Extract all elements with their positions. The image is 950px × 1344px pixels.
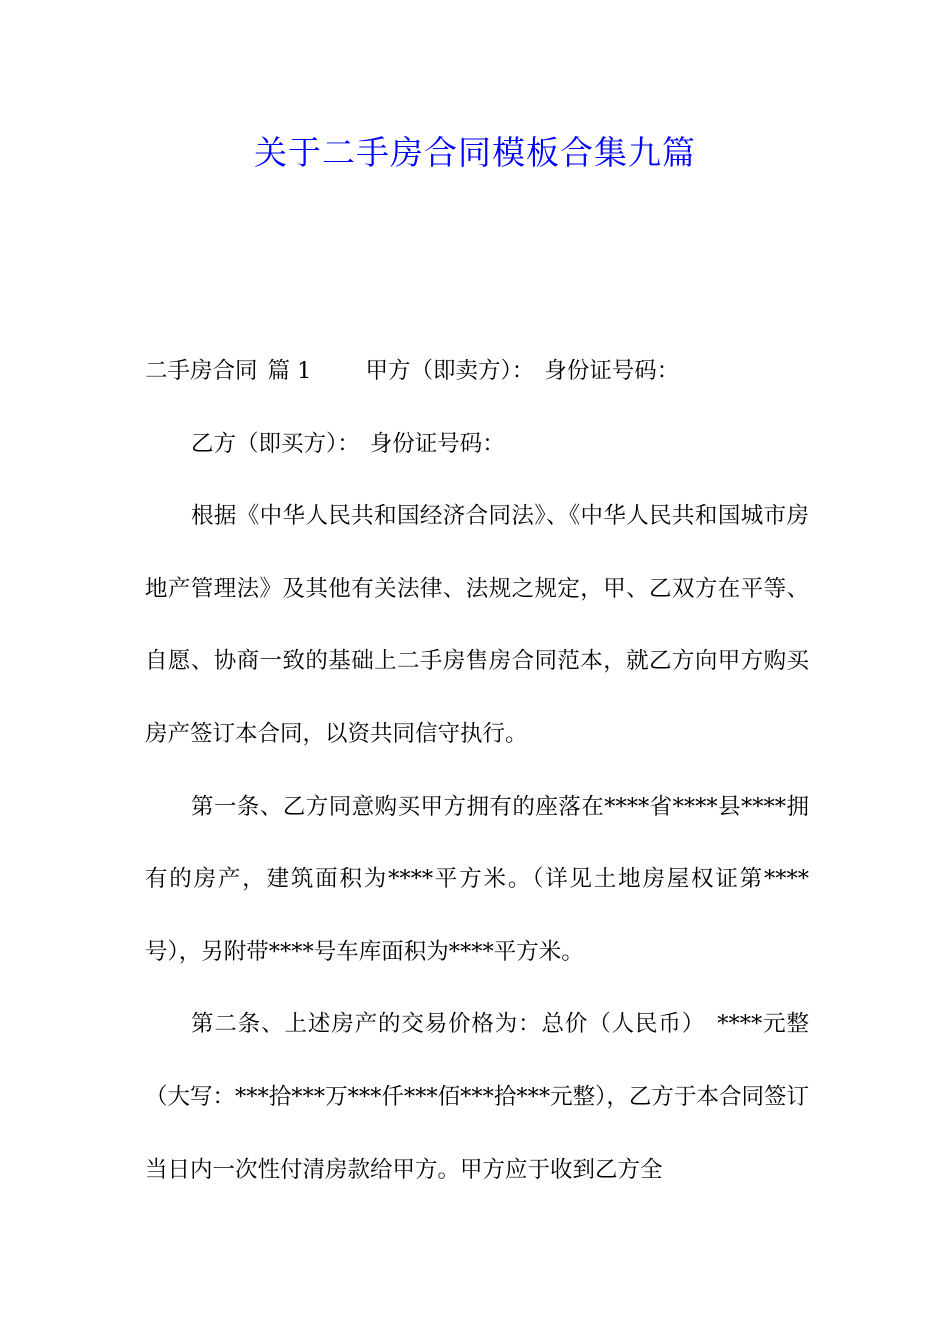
- document-body: [145, 335, 809, 1206]
- party-a-label: 甲方（即卖方）：: [365, 358, 535, 384]
- document-title: 关于二手房合同模板合集九篇: [254, 133, 696, 172]
- paragraph-article-2: 第二条、上述房产的交易价格为：总价（人民币） ****元整（大写：***拾***万***仟***佰***拾***元整），乙方于本合同签订当日内一次性付清房款给甲方。甲方应于收到乙方全: [145, 1011, 809, 1183]
- section-label: 二手房合同: [145, 358, 258, 384]
- party-a-id-label: 身份证号码：: [544, 358, 680, 384]
- paragraph-preamble: 根据《中华人民共和国经济合同法》、《中华人民共和国城市房地产管理法》及其他有关法律、法规之规定，甲、乙双方在平等、自愿、协商一致的基础上二手房售房合同范本，就乙方向甲方购买房产签订本合同，以资共同信守执行。: [145, 503, 809, 747]
- party-b-id-label: 身份证号码：: [369, 430, 505, 457]
- party-b-line: [145, 408, 809, 481]
- first-line: [145, 335, 809, 408]
- party-b-label: 乙方（即买方）：: [191, 430, 360, 457]
- section-number: 篇 1: [267, 358, 312, 384]
- paragraph-article-1: 第一条、乙方同意购买甲方拥有的座落在****省****县****拥有的房产，建筑面积为****平方米。（详见土地房屋权证第****号），另附带****号车库面积为****平方米。: [145, 793, 809, 965]
